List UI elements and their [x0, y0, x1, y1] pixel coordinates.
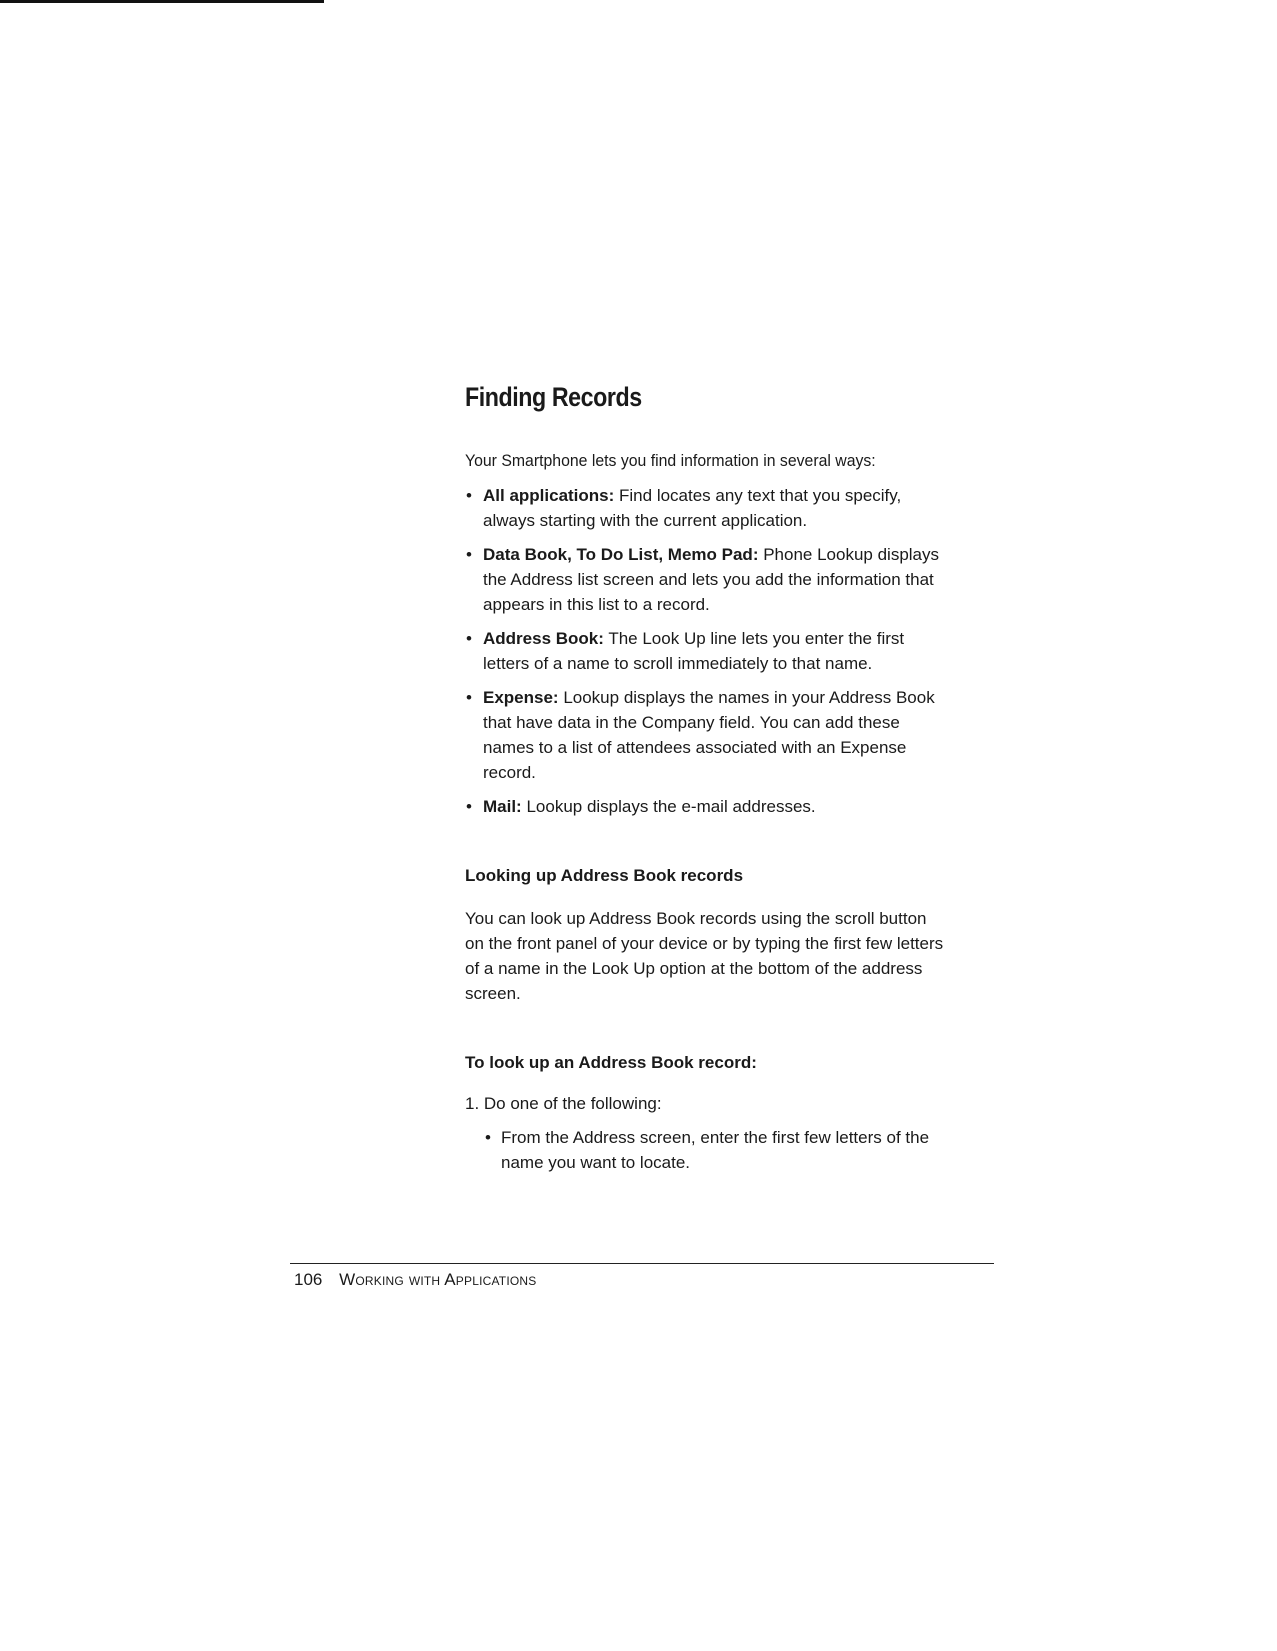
procedure-heading: To look up an Address Book record: [465, 1053, 757, 1072]
bullet-text: Phone Lookup displays the Address list screen and lets you add the information that appears in this list to a record. [483, 545, 940, 614]
footer-section-title: Working with Applications [339, 1270, 537, 1289]
list-item [465, 542, 985, 617]
bullet-text: Lookup displays the names in your Address Book that have data in the Company field. You can add these names to a list of attendees associated with an Expense record. [483, 688, 935, 782]
page-footer [294, 1269, 536, 1291]
step-1: 1. Do one of the following: [465, 1094, 662, 1113]
section-heading: Looking up Address Book records [465, 866, 744, 885]
page-number: 106 [294, 1270, 323, 1289]
bullet-icon: • [466, 486, 472, 505]
bullet-icon: • [466, 797, 472, 816]
bullet-label: Address Book: [483, 629, 604, 648]
intro-paragraph: Your Smartphone lets you find information in several ways: [465, 451, 876, 470]
bullet-label: Mail: [483, 797, 522, 816]
list-item [465, 626, 985, 676]
sub-bullet-text: From the Address screen, enter the first few letters of the name you want to locate. [501, 1128, 930, 1172]
step-1-sub-bullet [465, 1125, 931, 1175]
list-item [465, 794, 985, 819]
scan-edge-bar [0, 0, 324, 3]
bullet-text: Lookup displays the e-mail addresses. [521, 797, 816, 816]
page-title: Finding Records [465, 382, 642, 412]
page-content [465, 380, 985, 1175]
list-item [465, 483, 985, 533]
bullet-text: The Look Up line lets you enter the first letters of a name to scroll immediately to that name. [483, 629, 905, 673]
bullet-icon: • [466, 629, 472, 648]
bullet-label: Data Book, To Do List, Memo Pad: [483, 545, 759, 564]
section-paragraph: You can look up Address Book records using the scroll button on the front panel of your device or by typing the first few letters of a name in the Look Up option at the bottom of the address screen. [465, 909, 944, 1003]
bullet-text: Find locates any text that you specify, always starting with the current application. [483, 486, 902, 530]
footer-rule [290, 1263, 994, 1264]
finding-methods-list [465, 483, 985, 819]
bullet-icon: • [466, 545, 472, 564]
bullet-icon: • [466, 688, 472, 707]
bullet-label: All applications: [483, 486, 615, 505]
bullet-icon: • [485, 1128, 491, 1147]
list-item [465, 685, 985, 785]
bullet-label: Expense: [483, 688, 559, 707]
